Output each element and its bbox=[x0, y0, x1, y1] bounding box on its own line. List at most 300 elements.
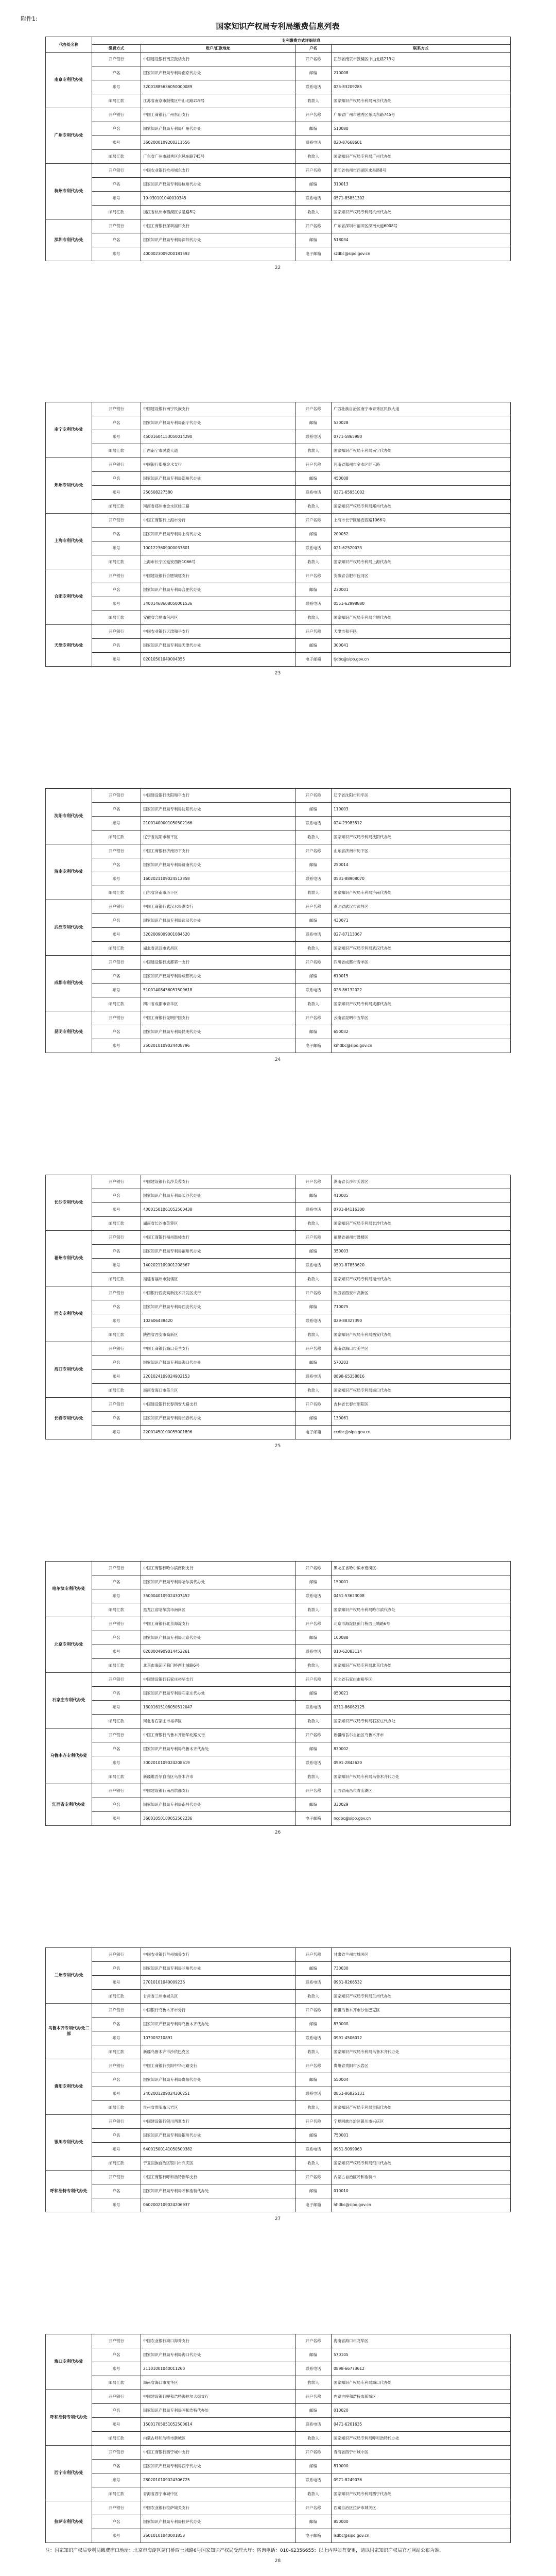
recipient-cell: 收款人 bbox=[296, 2487, 332, 2501]
contact-cell: 国家知识产权局专利局石家庄代办处 bbox=[332, 1715, 511, 1728]
table-row bbox=[46, 970, 511, 984]
table-row bbox=[46, 1948, 511, 1962]
account-cell: 上海市长宁区延安西路1066号 bbox=[141, 555, 296, 569]
recipient-cell: 开户名称 bbox=[296, 164, 332, 178]
recipient-cell: 联系电话 bbox=[296, 2418, 332, 2432]
recipient-cell: 收款人 bbox=[296, 2157, 332, 2171]
account-cell: 北京市海淀区蓟门桥西土城路6号 bbox=[141, 1659, 296, 1673]
table-row bbox=[46, 1189, 511, 1203]
account-cell: 国家知识产权局专利局哈尔滨代办处 bbox=[141, 1575, 296, 1589]
method-cell: 户名 bbox=[92, 2129, 141, 2143]
method-cell: 户名 bbox=[92, 2460, 141, 2473]
contact-cell: 新疆乌鲁木齐市沙依巴克区 bbox=[332, 2004, 511, 2018]
fee-info-table bbox=[45, 1947, 511, 2212]
table-row bbox=[46, 900, 511, 914]
table-row bbox=[46, 2059, 511, 2073]
recipient-cell: 邮编 bbox=[296, 1631, 332, 1645]
method-cell: 账号 bbox=[92, 2529, 141, 2543]
contact-cell: 0531-88908070 bbox=[332, 872, 511, 886]
table-row bbox=[46, 1342, 511, 1356]
account-cell: 2502010109024408796 bbox=[141, 1039, 296, 1053]
recipient-cell: 邮编 bbox=[296, 233, 332, 247]
method-cell: 户名 bbox=[92, 1412, 141, 1426]
method-cell: 邮局汇款 bbox=[92, 886, 141, 900]
recipient-cell: 联系电话 bbox=[296, 1370, 332, 1384]
method-cell: 账号 bbox=[92, 80, 141, 94]
method-cell: 邮局汇款 bbox=[92, 2157, 141, 2171]
page-number: 25 bbox=[274, 1444, 281, 1449]
table-row bbox=[46, 1356, 511, 1370]
table-row bbox=[46, 844, 511, 858]
table-row bbox=[46, 108, 511, 122]
contact-cell: 010020 bbox=[332, 2404, 511, 2418]
method-cell: 账号 bbox=[92, 136, 141, 150]
recipient-cell: 邮编 bbox=[296, 416, 332, 430]
recipient-cell: 开户名称 bbox=[296, 2004, 332, 2018]
contact-cell: 450008 bbox=[332, 472, 511, 486]
recipient-cell: 开户名称 bbox=[296, 2501, 332, 2515]
account-cell: 国家知识产权局专利局长春代办处 bbox=[141, 1412, 296, 1426]
fee-info-table bbox=[45, 1561, 511, 1826]
contact-cell: 广东省广州市越秀区东风东路745号 bbox=[332, 108, 511, 122]
recipient-cell: 收款人 bbox=[296, 831, 332, 844]
account-cell: 中国银行西安高新技术开发区支行 bbox=[141, 1286, 296, 1300]
office-name: 乌鲁木齐专利代办处二部 bbox=[46, 2004, 92, 2059]
contact-cell: 国家知识产权局专利局海口代办处 bbox=[332, 1384, 511, 1398]
table-row bbox=[46, 928, 511, 942]
method-cell: 账号 bbox=[92, 247, 141, 261]
office-name: 长春专利代办处 bbox=[46, 1398, 92, 1439]
method-cell: 户名 bbox=[92, 1189, 141, 1203]
recipient-cell: 联系电话 bbox=[296, 1259, 332, 1273]
account-cell: 64001500141050500382 bbox=[141, 2143, 296, 2157]
table-row bbox=[46, 2115, 511, 2129]
table-row bbox=[46, 942, 511, 956]
table-row bbox=[46, 1562, 511, 1575]
fee-info-table bbox=[45, 788, 511, 1053]
table-row bbox=[46, 2376, 511, 2390]
fee-info-table bbox=[45, 402, 511, 667]
account-cell: 中国建设银行银川西夏支行 bbox=[141, 2115, 296, 2129]
recipient-cell: 邮编 bbox=[296, 2460, 332, 2473]
table-row bbox=[46, 2473, 511, 2487]
contact-cell: 国家知识产权局专利局南京代办处 bbox=[332, 94, 511, 108]
contact-cell: 0898-65358816 bbox=[332, 1370, 511, 1384]
contact-cell: 国家知识产权局专利局哈尔滨代办处 bbox=[332, 1603, 511, 1617]
method-cell: 开户银行 bbox=[92, 1784, 141, 1798]
table-row bbox=[46, 2198, 511, 2212]
recipient-cell: 开户名称 bbox=[296, 2171, 332, 2184]
contact-cell: 810000 bbox=[332, 2460, 511, 2473]
account-cell: 中国建设银行呼和浩特海拉尔大街支行 bbox=[141, 2390, 296, 2404]
method-cell: 户名 bbox=[92, 233, 141, 247]
account-cell: 中国工商银行深圳福田支行 bbox=[141, 219, 296, 233]
table-row bbox=[46, 1245, 511, 1259]
method-cell: 开户银行 bbox=[92, 2334, 141, 2348]
recipient-cell: 收款人 bbox=[296, 2045, 332, 2059]
recipient-cell: 电子邮箱 bbox=[296, 2198, 332, 2212]
recipient-cell: 收款人 bbox=[296, 1217, 332, 1231]
table-row bbox=[46, 1328, 511, 1342]
table-row bbox=[46, 430, 511, 444]
office-name: 郑州专利代办处 bbox=[46, 458, 92, 514]
office-name: 杭州专利代办处 bbox=[46, 164, 92, 219]
office-name: 长沙专利代办处 bbox=[46, 1175, 92, 1231]
method-cell: 账号 bbox=[92, 1370, 141, 1384]
fee-info-table bbox=[45, 1175, 511, 1439]
recipient-cell: 收款人 bbox=[296, 555, 332, 569]
office-name: 深圳专利代办处 bbox=[46, 219, 92, 261]
contact-cell: 0731-84116300 bbox=[332, 1203, 511, 1217]
contact-cell: 福建省福州市鼓楼区 bbox=[332, 1231, 511, 1245]
account-cell: 中国工商银行哈尔滨南岗支行 bbox=[141, 1562, 296, 1575]
recipient-cell: 联系电话 bbox=[296, 1756, 332, 1770]
table-row bbox=[46, 1701, 511, 1715]
contact-cell: 吉林省长春市朝阳区 bbox=[332, 1398, 511, 1412]
account-cell: 贵州省贵阳市云岩区 bbox=[141, 2101, 296, 2115]
table-row bbox=[46, 1039, 511, 1053]
contact-cell: 国家知识产权局专利局福州代办处 bbox=[332, 1273, 511, 1286]
account-cell: 13001615108050512047 bbox=[141, 1701, 296, 1715]
contact-cell: 江苏省南京市鼓楼区中山北路219号 bbox=[332, 53, 511, 66]
account-cell: 国家知识产权局专利局兰州代办处 bbox=[141, 1962, 296, 1976]
table-row bbox=[46, 219, 511, 233]
account-cell: 102606438420 bbox=[141, 1314, 296, 1328]
method-cell: 账号 bbox=[92, 2087, 141, 2101]
document-page bbox=[45, 1175, 510, 1449]
recipient-cell: 收款人 bbox=[296, 1603, 332, 1617]
account-cell: 黑龙江省哈尔滨市南岗区 bbox=[141, 1603, 296, 1617]
account-cell: 甘肃省兰州市城关区 bbox=[141, 1990, 296, 2004]
contact-cell: 云南省昆明市五华区 bbox=[332, 1011, 511, 1025]
method-cell: 户名 bbox=[92, 1245, 141, 1259]
recipient-cell: 联系电话 bbox=[296, 2473, 332, 2487]
page-number: 23 bbox=[274, 671, 281, 676]
account-cell: 中国农业银行海口海秀支行 bbox=[141, 2334, 296, 2348]
account-cell: 中国建设银行石家庄裕华支行 bbox=[141, 1673, 296, 1687]
account-cell: 0200004909014452261 bbox=[141, 1645, 296, 1659]
table-header-row bbox=[46, 45, 511, 53]
contact-cell: 国家知识产权局专利局上海代办处 bbox=[332, 555, 511, 569]
method-cell: 账号 bbox=[92, 1426, 141, 1439]
contact-cell: 国家知识产权局专利局长沙代办处 bbox=[332, 1217, 511, 1231]
contact-cell: 0898-66773612 bbox=[332, 2362, 511, 2376]
method-cell: 邮局汇款 bbox=[92, 997, 141, 1011]
contact-cell: kmdbc@sipo.gov.cn bbox=[332, 1039, 511, 1053]
office-name: 成都专利代办处 bbox=[46, 956, 92, 1011]
method-cell: 户名 bbox=[92, 1300, 141, 1314]
method-cell: 户名 bbox=[92, 2404, 141, 2418]
table-row bbox=[46, 2362, 511, 2376]
account-cell: 国家知识产权局专利局海口代办处 bbox=[141, 2348, 296, 2362]
table-row bbox=[46, 2129, 511, 2143]
contact-cell: 0591-87853620 bbox=[332, 1259, 511, 1273]
account-cell: 15001705051052500614 bbox=[141, 2418, 296, 2432]
recipient-cell: 收款人 bbox=[296, 500, 332, 514]
office-name: 哈尔滨专利代办处 bbox=[46, 1562, 92, 1617]
table-row bbox=[46, 2334, 511, 2348]
account-cell: 江苏省南京市鼓楼区中山北路219号 bbox=[141, 94, 296, 108]
table-row bbox=[46, 1011, 511, 1025]
contact-cell: 海南省海口市龙华区 bbox=[332, 2334, 511, 2348]
table-row bbox=[46, 233, 511, 247]
table-header-row bbox=[46, 37, 511, 45]
office-name: 西安专利代办处 bbox=[46, 1286, 92, 1342]
contact-cell: 570105 bbox=[332, 2348, 511, 2362]
account-cell: 中国建设银行成都第一支行 bbox=[141, 956, 296, 970]
account-cell: 湖南省长沙市芙蓉区 bbox=[141, 1217, 296, 1231]
method-cell: 开户银行 bbox=[92, 1948, 141, 1962]
contact-cell: 国家知识产权局专利局北京代办处 bbox=[332, 1659, 511, 1673]
contact-cell: 130061 bbox=[332, 1412, 511, 1426]
header-contact: 联系方式 bbox=[332, 45, 511, 53]
account-cell: 国家知识产权局专利局北京代办处 bbox=[141, 1631, 296, 1645]
contact-cell: 200052 bbox=[332, 528, 511, 541]
table-row bbox=[46, 1645, 511, 1659]
contact-cell: 0931-8266532 bbox=[332, 1976, 511, 1990]
recipient-cell: 联系电话 bbox=[296, 2143, 332, 2157]
table-row bbox=[46, 500, 511, 514]
footnote: 注：国家知识产权局专利局缴费窗口地址：北京市海淀区蓟门桥西土城路6号国家知识产权局受理大厅；咨询电话：010-62356655；以上内容如有变更，请以国家知识产权局官方网站公布为准。 bbox=[45, 2548, 444, 2553]
table-row bbox=[46, 1617, 511, 1631]
recipient-cell: 收款人 bbox=[296, 997, 332, 1011]
document-page bbox=[45, 2334, 510, 2564]
table-row bbox=[46, 136, 511, 150]
method-cell: 开户银行 bbox=[92, 514, 141, 528]
account-cell: 1402021109001208367 bbox=[141, 1259, 296, 1273]
method-cell: 邮局汇款 bbox=[92, 555, 141, 569]
contact-cell: 国家知识产权局专利局济南代办处 bbox=[332, 886, 511, 900]
method-cell: 开户银行 bbox=[92, 1175, 141, 1189]
recipient-cell: 开户名称 bbox=[296, 789, 332, 803]
table-row bbox=[46, 872, 511, 886]
recipient-cell: 邮编 bbox=[296, 639, 332, 653]
method-cell: 邮局汇款 bbox=[92, 2045, 141, 2059]
method-cell: 账号 bbox=[92, 928, 141, 942]
table-row bbox=[46, 2171, 511, 2184]
account-cell: 国家知识产权局专利局济南代办处 bbox=[141, 858, 296, 872]
recipient-cell: 开户名称 bbox=[296, 2334, 332, 2348]
method-cell: 账号 bbox=[92, 872, 141, 886]
recipient-cell: 开户名称 bbox=[296, 1784, 332, 1798]
method-cell: 开户银行 bbox=[92, 789, 141, 803]
table-row bbox=[46, 122, 511, 136]
method-cell: 户名 bbox=[92, 2515, 141, 2529]
table-row bbox=[46, 1259, 511, 1273]
contact-cell: 570203 bbox=[332, 1356, 511, 1370]
office-name: 沈阳专利代办处 bbox=[46, 789, 92, 844]
recipient-cell: 收款人 bbox=[296, 444, 332, 458]
recipient-cell: 邮编 bbox=[296, 66, 332, 80]
contact-cell: 518034 bbox=[332, 233, 511, 247]
method-cell: 开户银行 bbox=[92, 1011, 141, 1025]
account-cell: 国家知识产权局专利局呼和浩特代办处 bbox=[141, 2404, 296, 2418]
recipient-cell: 邮编 bbox=[296, 122, 332, 136]
office-name: 呼和浩特专利代办处 bbox=[46, 2390, 92, 2446]
account-cell: 32001885636050000089 bbox=[141, 80, 296, 94]
table-row bbox=[46, 1575, 511, 1589]
account-cell: 107003210891 bbox=[141, 2031, 296, 2045]
account-cell: 国家知识产权局专利局乌鲁木齐代办处 bbox=[141, 2018, 296, 2031]
recipient-cell: 开户名称 bbox=[296, 956, 332, 970]
account-cell: 国家知识产权局专利局沈阳代办处 bbox=[141, 803, 296, 817]
table-row bbox=[46, 1286, 511, 1300]
table-row bbox=[46, 1300, 511, 1314]
account-cell: 中国工商银行呼和浩特新华支行 bbox=[141, 2171, 296, 2184]
account-cell: 中国建设银行长春西安大路支行 bbox=[141, 1398, 296, 1412]
account-cell: 2402001209024306251 bbox=[141, 2087, 296, 2101]
recipient-cell: 联系电话 bbox=[296, 872, 332, 886]
method-cell: 户名 bbox=[92, 914, 141, 928]
method-cell: 邮局汇款 bbox=[92, 1770, 141, 1784]
contact-cell: 510080 bbox=[332, 122, 511, 136]
header-recipient: 户名 bbox=[296, 45, 332, 53]
table-row bbox=[46, 1962, 511, 1976]
table-row bbox=[46, 2087, 511, 2101]
table-row bbox=[46, 2446, 511, 2460]
contact-cell: 西藏自治区拉萨市城关区 bbox=[332, 2501, 511, 2515]
recipient-cell: 邮编 bbox=[296, 970, 332, 984]
recipient-cell: 邮编 bbox=[296, 2018, 332, 2031]
recipient-cell: 邮编 bbox=[296, 1356, 332, 1370]
table-row bbox=[46, 1314, 511, 1328]
page-number: 26 bbox=[274, 1830, 281, 1835]
method-cell: 开户银行 bbox=[92, 1673, 141, 1687]
recipient-cell: 联系电话 bbox=[296, 597, 332, 611]
page-title: 国家知识产权局专利局缴费信息列表 bbox=[216, 22, 340, 31]
table-row bbox=[46, 1370, 511, 1384]
page-number: 28 bbox=[274, 2558, 281, 2564]
account-cell: 中国建设银行沈阳和平支行 bbox=[141, 789, 296, 803]
recipient-cell: 邮编 bbox=[296, 1300, 332, 1314]
table-row bbox=[46, 1603, 511, 1617]
method-cell: 开户银行 bbox=[92, 844, 141, 858]
method-cell: 开户银行 bbox=[92, 1342, 141, 1356]
table-row bbox=[46, 2404, 511, 2418]
account-cell: 国家知识产权局专利局长沙代办处 bbox=[141, 1189, 296, 1203]
recipient-cell: 收款人 bbox=[296, 2376, 332, 2390]
contact-cell: 0851-86825131 bbox=[332, 2087, 511, 2101]
account-cell: 国家知识产权局专利局昆明代办处 bbox=[141, 1025, 296, 1039]
table-row bbox=[46, 1231, 511, 1245]
office-name: 济南专利代办处 bbox=[46, 844, 92, 900]
account-cell: 广西南宁市民族大道 bbox=[141, 444, 296, 458]
contact-cell: 四川省成都市青羊区 bbox=[332, 956, 511, 970]
recipient-cell: 联系电话 bbox=[296, 430, 332, 444]
contact-cell: 国家知识产权局专利局海口代办处 bbox=[332, 2376, 511, 2390]
contact-cell: 0991-4506012 bbox=[332, 2031, 511, 2045]
contact-cell: 0971-8249036 bbox=[332, 2473, 511, 2487]
table-row bbox=[46, 2143, 511, 2157]
method-cell: 账号 bbox=[92, 1645, 141, 1659]
contact-cell: 内蒙古呼和浩特市新城区 bbox=[332, 2390, 511, 2404]
method-cell: 开户银行 bbox=[92, 1231, 141, 1245]
contact-cell: 国家知识产权局专利局乌鲁木齐代办处 bbox=[332, 1770, 511, 1784]
account-cell: 21001400001050502166 bbox=[141, 817, 296, 831]
method-cell: 邮局汇款 bbox=[92, 94, 141, 108]
table-row bbox=[46, 514, 511, 528]
fee-info-table bbox=[45, 2334, 511, 2543]
contact-cell: 530028 bbox=[332, 416, 511, 430]
contact-cell: 550004 bbox=[332, 2073, 511, 2087]
recipient-cell: 开户名称 bbox=[296, 2446, 332, 2460]
contact-cell: 江西省南昌市青山湖区 bbox=[332, 1784, 511, 1798]
contact-cell: 730030 bbox=[332, 1962, 511, 1976]
table-row bbox=[46, 2157, 511, 2171]
table-row bbox=[46, 1976, 511, 1990]
contact-cell: 国家知识产权局专利局杭州代办处 bbox=[332, 206, 511, 219]
method-cell: 账号 bbox=[92, 1314, 141, 1328]
account-cell: 国家知识产权局专利局银川代办处 bbox=[141, 2129, 296, 2143]
method-cell: 开户银行 bbox=[92, 108, 141, 122]
document-page bbox=[45, 1561, 510, 1835]
method-cell: 户名 bbox=[92, 1025, 141, 1039]
account-cell: 1001223609000037801 bbox=[141, 541, 296, 555]
contact-cell: 陕西省西安市高新区 bbox=[332, 1286, 511, 1300]
attachment-label: 附件1: bbox=[21, 15, 38, 22]
method-cell: 邮局汇款 bbox=[92, 942, 141, 956]
office-name: 上海专利代办处 bbox=[46, 514, 92, 569]
account-cell: 中国建设银行合肥城建支行 bbox=[141, 569, 296, 583]
office-name: 昆明专利代办处 bbox=[46, 1011, 92, 1053]
account-cell: 45001604153050014290 bbox=[141, 430, 296, 444]
contact-cell: 110003 bbox=[332, 803, 511, 817]
account-cell: 国家知识产权局专利局呼和浩特代办处 bbox=[141, 2184, 296, 2198]
table-row bbox=[46, 2045, 511, 2059]
method-cell: 邮局汇款 bbox=[92, 1328, 141, 1342]
recipient-cell: 邮编 bbox=[296, 178, 332, 192]
contact-cell: 300041 bbox=[332, 639, 511, 653]
table-row bbox=[46, 458, 511, 472]
document-page bbox=[45, 402, 510, 676]
table-row bbox=[46, 1398, 511, 1412]
contact-cell: 0991-2842620 bbox=[332, 1756, 511, 1770]
method-cell: 户名 bbox=[92, 1962, 141, 1976]
recipient-cell: 开户名称 bbox=[296, 1231, 332, 1245]
contact-cell: 广西壮族自治区南宁市青秀区民族大道 bbox=[332, 402, 511, 416]
office-name: 海口专利代办处 bbox=[46, 2334, 92, 2390]
account-cell: 国家知识产权局专利局拉萨代办处 bbox=[141, 2515, 296, 2529]
account-cell: 2201024109024902153 bbox=[141, 1370, 296, 1384]
table-row bbox=[46, 2418, 511, 2432]
recipient-cell: 收款人 bbox=[296, 942, 332, 956]
contact-cell: 国家知识产权局专利局银川代办处 bbox=[332, 2157, 511, 2171]
method-cell: 邮局汇款 bbox=[92, 1603, 141, 1617]
method-cell: 邮局汇款 bbox=[92, 150, 141, 164]
method-cell: 邮局汇款 bbox=[92, 2487, 141, 2501]
account-cell: 国家知识产权局专利局南京代办处 bbox=[141, 66, 296, 80]
account-cell: 国家知识产权局专利局石家庄代办处 bbox=[141, 1687, 296, 1701]
method-cell: 户名 bbox=[92, 1742, 141, 1756]
method-cell: 户名 bbox=[92, 1798, 141, 1812]
account-cell: 51001408436051509618 bbox=[141, 984, 296, 997]
method-cell: 账号 bbox=[92, 192, 141, 206]
office-name: 石家庄专利代办处 bbox=[46, 1673, 92, 1728]
table-row bbox=[46, 2184, 511, 2198]
page-number: 22 bbox=[274, 265, 281, 271]
account-cell: 中国工商银行福州鼓楼支行 bbox=[141, 1231, 296, 1245]
contact-cell: 021-62520033 bbox=[332, 541, 511, 555]
recipient-cell: 开户名称 bbox=[296, 1617, 332, 1631]
method-cell: 开户银行 bbox=[92, 2059, 141, 2073]
contact-cell: 0311-86062125 bbox=[332, 1701, 511, 1715]
table-row bbox=[46, 639, 511, 653]
account-cell: 中国工商银行武汉水果湖支行 bbox=[141, 900, 296, 914]
contact-cell: 安徽省合肥市包河区 bbox=[332, 569, 511, 583]
recipient-cell: 联系电话 bbox=[296, 192, 332, 206]
account-cell: 中国农业银行兰州城关支行 bbox=[141, 1948, 296, 1962]
contact-cell: 国家知识产权局专利局武汉代办处 bbox=[332, 942, 511, 956]
